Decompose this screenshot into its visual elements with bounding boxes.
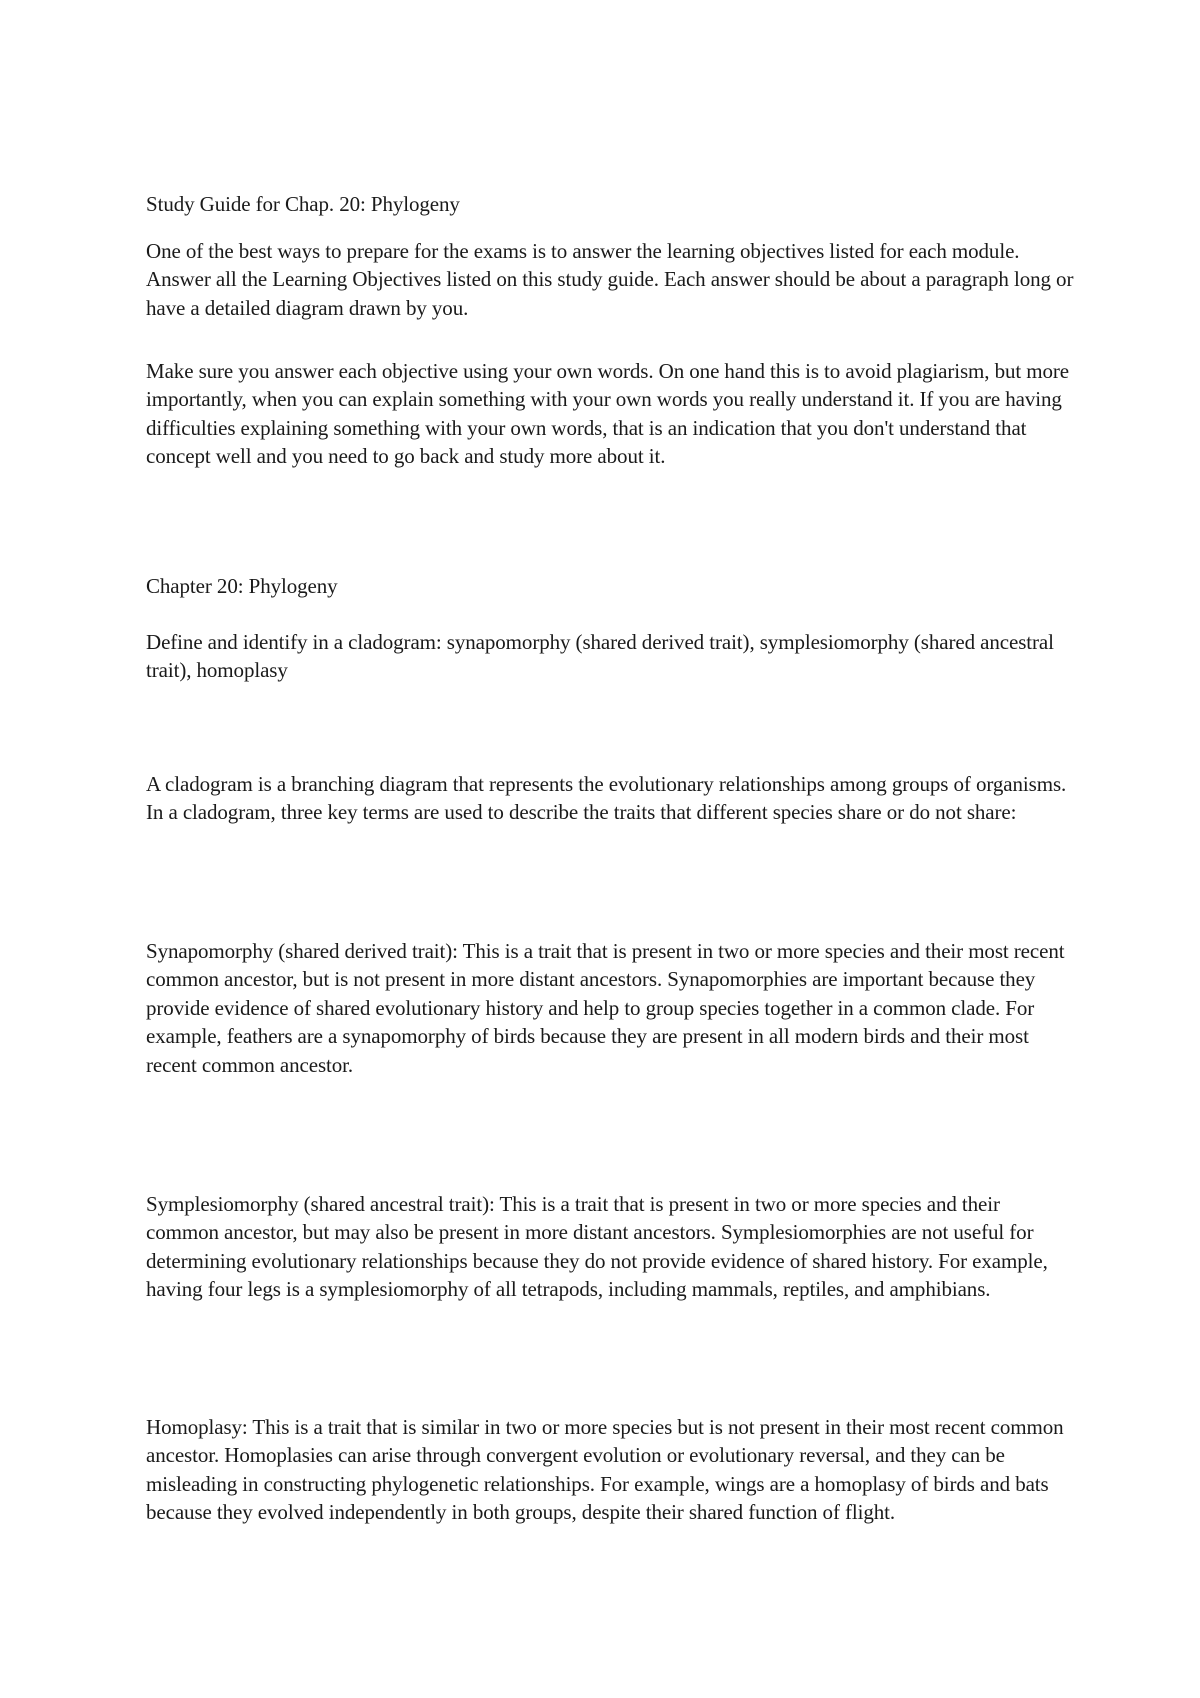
document-title: Study Guide for Chap. 20: Phylogeny — [146, 192, 460, 216]
synapomorphy-paragraph: Synapomorphy (shared derived trait): This is a trait that is present in two or more species and their most recent common ancestor, but is not present in more distant ancestors. Synapomorphies are important because they provide evidence of shared evolutionary history and help to group species together in a common clade. For example, feathers are a synapomorphy of birds because they are present in all modern birds and their most recent common ancestor. — [146, 939, 1065, 1077]
own-words-paragraph: Make sure you answer each objective using your own words. On one hand this is to avoid plagiarism, but more importantly, when you can explain something with your own words you really understand it. If you are having difficulties explaining something with your own words, that is an indication that you don't understand that concept well and you need to go back and study more about it. — [146, 359, 1070, 469]
homoplasy-paragraph: Homoplasy: This is a trait that is similar in two or more species but is not present in their most recent common ancestor. Homoplasies can arise through convergent evolution or evolutionary reversal, and they can be misleading in constructing phylogenetic relationships. For example, wings are a homoplasy of birds and bats because they evolved independently in both groups, despite their shared function of flight. — [146, 1415, 1064, 1525]
learning-objective: Define and identify in a cladogram: synapomorphy (shared derived trait), symplesiomorphy (shared ancestral trait), homoplasy — [146, 630, 1054, 683]
chapter-heading: Chapter 20: Phylogeny — [146, 574, 338, 598]
symplesiomorphy-paragraph: Symplesiomorphy (shared ancestral trait): This is a trait that is present in two or more species and their common ancestor, but may also be present in more distant ancestors. Symplesiomorphies are not useful for determining evolutionary relationships because they do not provide evidence of shared history. For example, having four legs is a symplesiomorphy of all tetrapods, including mammals, reptiles, and amphibians. — [146, 1192, 1048, 1302]
intro-paragraph: One of the best ways to prepare for the exams is to answer the learning objectives listed for each module. Answer all the Learning Objectives listed on this study guide. Each answer should be about a paragraph long or have a detailed diagram drawn by you. — [146, 239, 1074, 320]
cladogram-paragraph: A cladogram is a branching diagram that represents the evolutionary relationships among groups of organisms. In a cladogram, three key terms are used to describe the traits that different species share or do not share: — [146, 772, 1067, 825]
